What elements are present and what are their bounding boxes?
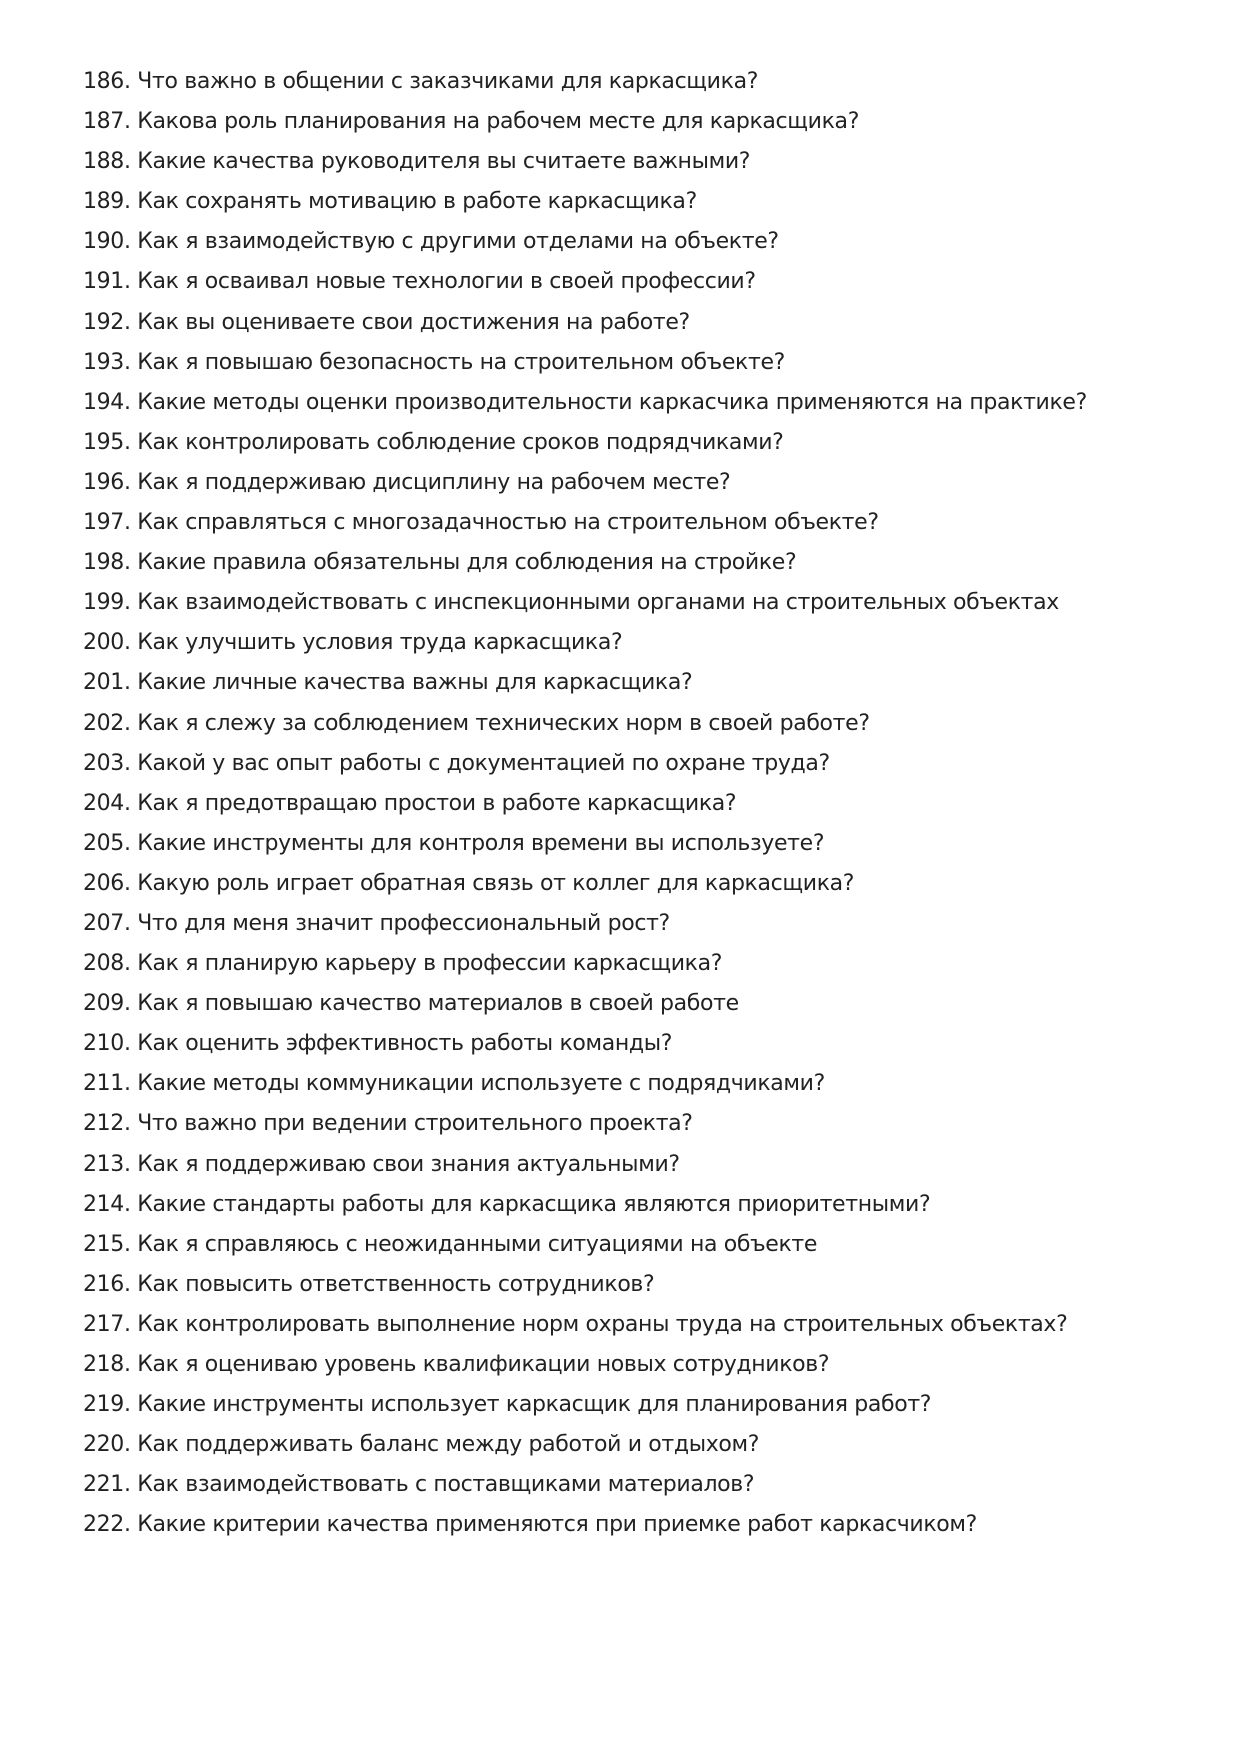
question-item bbox=[83, 142, 1183, 182]
question-text: Какова роль планирования на рабочем месте для каркасщика? bbox=[137, 109, 860, 135]
question-item bbox=[83, 423, 1183, 463]
question-item bbox=[83, 1305, 1183, 1345]
question-text: Как поддерживать баланс между работой и отдыхом? bbox=[137, 1432, 760, 1458]
question-item bbox=[83, 1265, 1183, 1305]
question-number: 203. bbox=[83, 750, 131, 776]
question-text: Какие критерии качества применяются при приемке работ каркасчиком? bbox=[137, 1512, 977, 1538]
question-text: Что для меня значит профессиональный рост? bbox=[137, 910, 670, 936]
question-text: Как я поддерживаю дисциплину на рабочем месте? bbox=[137, 469, 731, 495]
question-text: Какие инструменты для контроля времени вы используете? bbox=[137, 830, 825, 856]
question-item bbox=[83, 583, 1183, 623]
question-item bbox=[83, 1345, 1183, 1385]
question-item bbox=[83, 222, 1183, 262]
question-number: 188. bbox=[83, 149, 131, 175]
question-number: 211. bbox=[83, 1071, 131, 1097]
question-item bbox=[83, 1425, 1183, 1465]
question-number: 209. bbox=[83, 991, 131, 1017]
question-item bbox=[83, 1104, 1183, 1144]
question-number: 187. bbox=[83, 109, 131, 135]
question-text: Как сохранять мотивацию в работе каркасщика? bbox=[137, 189, 697, 215]
question-text: Как взаимодействовать с поставщиками материалов? bbox=[137, 1472, 755, 1498]
question-text: Как я повышаю качество материалов в своей работе bbox=[137, 991, 739, 1017]
question-text: Какие качества руководителя вы считаете важными? bbox=[137, 149, 751, 175]
question-text: Как я взаимодействую с другими отделами на объекте? bbox=[137, 229, 779, 255]
question-number: 222. bbox=[83, 1512, 131, 1538]
question-item bbox=[83, 784, 1183, 824]
question-number: 220. bbox=[83, 1432, 131, 1458]
question-number: 205. bbox=[83, 830, 131, 856]
question-text: Что важно в общении с заказчиками для каркасщика? bbox=[137, 69, 759, 94]
question-number: 192. bbox=[83, 309, 131, 335]
question-item bbox=[83, 182, 1183, 222]
question-item bbox=[83, 904, 1183, 944]
question-number: 186. bbox=[83, 69, 131, 94]
question-item bbox=[83, 704, 1183, 744]
question-text: Как я оцениваю уровень квалификации новых сотрудников? bbox=[137, 1352, 830, 1377]
question-number: 207. bbox=[83, 910, 131, 936]
question-item bbox=[83, 1064, 1183, 1104]
question-number: 216. bbox=[83, 1271, 131, 1297]
question-text: Как взаимодействовать с инспекционными органами на строительных объектах bbox=[137, 590, 1059, 616]
question-item bbox=[83, 1465, 1183, 1505]
question-item bbox=[83, 503, 1183, 543]
question-item bbox=[83, 1145, 1183, 1185]
question-item bbox=[83, 1024, 1183, 1064]
question-text: Какие методы коммуникации используете с подрядчиками? bbox=[137, 1071, 825, 1097]
question-text: Как я слежу за соблюдением технических норм в своей работе? bbox=[137, 710, 870, 736]
question-text: Какие личные качества важны для каркасщика? bbox=[137, 670, 693, 696]
question-number: 191. bbox=[83, 269, 131, 295]
question-text: Как контролировать выполнение норм охраны труда на строительных объектах? bbox=[137, 1311, 1068, 1337]
question-number: 218. bbox=[83, 1352, 131, 1377]
question-text: Как я поддерживаю свои знания актуальными? bbox=[137, 1151, 680, 1177]
question-number: 221. bbox=[83, 1472, 131, 1498]
question-number: 193. bbox=[83, 349, 131, 375]
question-list bbox=[83, 62, 1183, 1545]
question-item bbox=[83, 262, 1183, 302]
question-number: 206. bbox=[83, 870, 131, 896]
question-text: Какие инструменты использует каркасщик для планирования работ? bbox=[137, 1392, 932, 1418]
question-item bbox=[83, 864, 1183, 904]
question-text: Как повысить ответственность сотрудников? bbox=[137, 1271, 655, 1297]
question-text: Как справляться с многозадачностью на строительном объекте? bbox=[137, 510, 879, 536]
question-number: 196. bbox=[83, 469, 131, 495]
question-item bbox=[83, 984, 1183, 1024]
question-item bbox=[83, 663, 1183, 703]
question-text: Что важно при ведении строительного проекта? bbox=[137, 1111, 693, 1137]
question-item bbox=[83, 1185, 1183, 1225]
question-number: 208. bbox=[83, 951, 131, 977]
question-item bbox=[83, 102, 1183, 142]
question-item bbox=[83, 383, 1183, 423]
question-number: 197. bbox=[83, 510, 131, 536]
question-number: 213. bbox=[83, 1151, 131, 1177]
question-item bbox=[83, 824, 1183, 864]
question-item bbox=[83, 62, 1183, 102]
question-text: Какие методы оценки производительности каркасчика применяются на практике? bbox=[137, 389, 1087, 415]
question-text: Как я осваивал новые технологии в своей профессии? bbox=[137, 269, 756, 295]
question-number: 189. bbox=[83, 189, 131, 215]
question-number: 201. bbox=[83, 670, 131, 696]
question-text: Какие стандарты работы для каркасщика являются приоритетными? bbox=[137, 1191, 931, 1217]
question-text: Как контролировать соблюдение сроков подрядчиками? bbox=[137, 429, 784, 455]
question-item bbox=[83, 944, 1183, 984]
question-item bbox=[83, 463, 1183, 503]
question-number: 219. bbox=[83, 1392, 131, 1418]
question-item bbox=[83, 623, 1183, 663]
question-number: 198. bbox=[83, 550, 131, 576]
question-number: 190. bbox=[83, 229, 131, 255]
question-number: 202. bbox=[83, 710, 131, 736]
question-text: Как я повышаю безопасность на строительном объекте? bbox=[137, 349, 785, 375]
question-text: Какой у вас опыт работы с документацией по охране труда? bbox=[137, 750, 830, 776]
question-text: Как я справляюсь с неожиданными ситуациями на объекте bbox=[137, 1231, 818, 1257]
question-number: 194. bbox=[83, 389, 131, 415]
question-item bbox=[83, 744, 1183, 784]
question-item bbox=[83, 1505, 1183, 1545]
question-item bbox=[83, 303, 1183, 343]
question-number: 200. bbox=[83, 630, 131, 656]
question-item bbox=[83, 1385, 1183, 1425]
question-item bbox=[83, 543, 1183, 583]
question-number: 212. bbox=[83, 1111, 131, 1137]
question-text: Какие правила обязательны для соблюдения на стройке? bbox=[137, 550, 797, 576]
question-text: Как я планирую карьеру в профессии каркасщика? bbox=[137, 951, 723, 977]
question-item bbox=[83, 343, 1183, 383]
question-item bbox=[83, 1225, 1183, 1265]
question-text: Какую роль играет обратная связь от коллег для каркасщика? bbox=[137, 870, 855, 896]
question-text: Как улучшить условия труда каркасщика? bbox=[137, 630, 623, 656]
question-number: 204. bbox=[83, 790, 131, 816]
question-text: Как я предотвращаю простои в работе каркасщика? bbox=[137, 790, 737, 816]
question-text: Как оценить эффективность работы команды? bbox=[137, 1031, 673, 1057]
question-number: 210. bbox=[83, 1031, 131, 1057]
question-text: Как вы оцениваете свои достижения на работе? bbox=[137, 309, 690, 335]
question-number: 195. bbox=[83, 429, 131, 455]
question-number: 199. bbox=[83, 590, 131, 616]
question-number: 217. bbox=[83, 1311, 131, 1337]
question-number: 215. bbox=[83, 1231, 131, 1257]
question-number: 214. bbox=[83, 1191, 131, 1217]
